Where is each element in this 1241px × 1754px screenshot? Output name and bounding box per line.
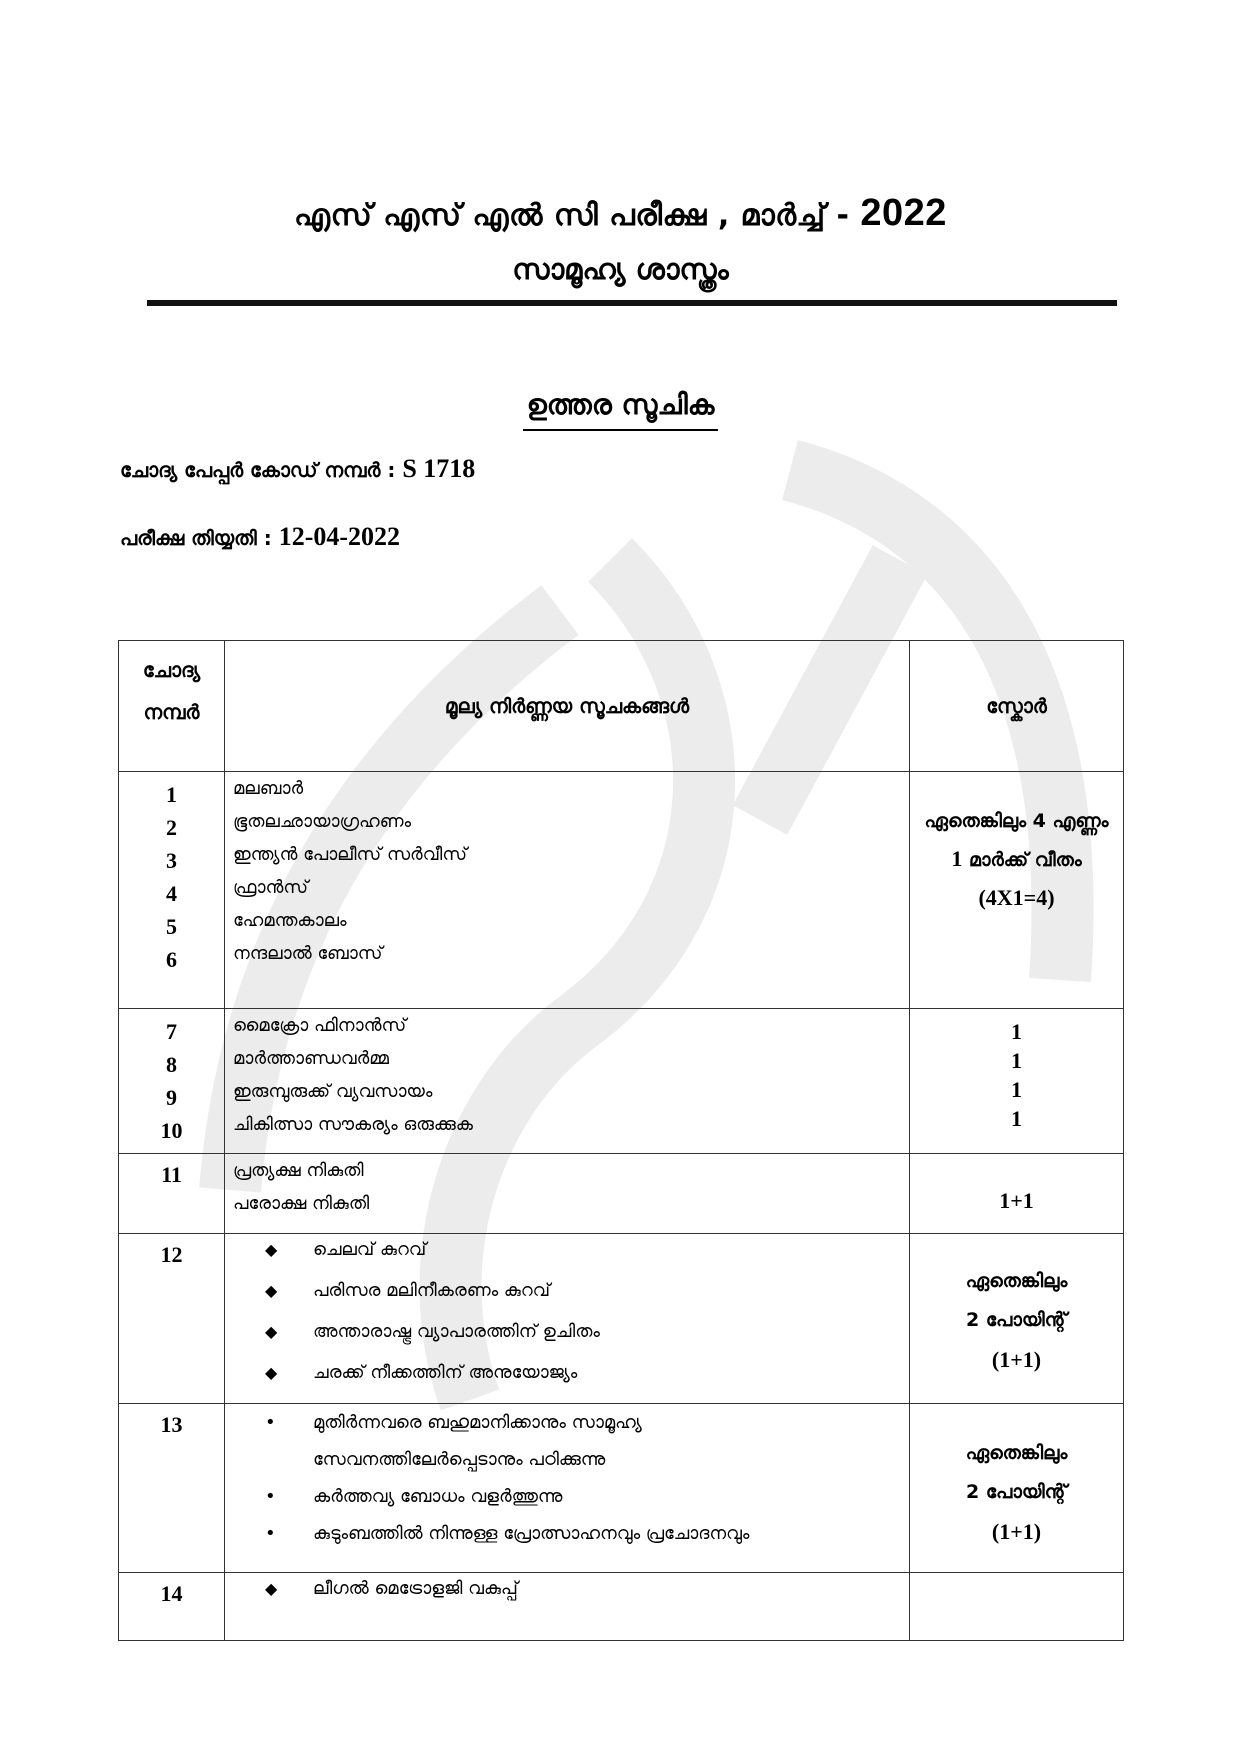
answer-key-heading [0,388,1241,422]
exam-year: 2022 [860,192,947,234]
score-value: 1+1 [999,1188,1034,1213]
score-value: 1 [1011,1048,1022,1073]
dot-bullet-icon: • [265,1486,276,1507]
header-divider [147,300,1117,306]
answer-text: ഫ്രാൻസ് [233,877,309,898]
header-score: സ്കോർ [910,641,1124,772]
answer-text: ഇരുമ്പുരുക്ക് വ്യവസായം [233,1081,433,1102]
list-item: ◆ ചരക്ക് നീക്കത്തിന് അനുയോജ്യം [265,1357,909,1398]
answer-text: ചികിത്സാ സൗകര്യം ഒരുക്കുക [233,1114,473,1135]
question-number: 8 [166,1052,177,1077]
paper-code-value: S 1718 [402,454,476,483]
diamond-bullet-icon: ◆ [265,1579,278,1598]
score-line: ഏതെങ്കിലും 4 എണ്ണം [924,810,1109,832]
answer-key-heading-text: ഉത്തര സൂചിക [523,388,719,431]
point-list [225,1404,909,1552]
header-indicators: മൂല്യ നിർണ്ണയ സൂചകങ്ങൾ [225,641,910,772]
question-number: 12 [160,1242,183,1267]
table-row [119,1573,1124,1641]
diamond-bullet-icon: ◆ [265,1281,278,1300]
exam-title-text: എസ് എസ് എൽ സി പരീക്ഷ , മാർച്ച് - [294,198,850,233]
score-cell [910,1234,1124,1404]
score-value: 1 [951,846,963,871]
question-number: 5 [166,914,177,939]
dot-bullet-icon: • [265,1412,276,1433]
score-line: ഏതെങ്കിലും [965,1270,1068,1292]
question-number: 3 [166,848,177,873]
list-item: ◆ അന്താരാഷ്ട്ര വ്യാപാരത്തിന് ഉചിതം [265,1316,909,1357]
answer-text: പരോക്ഷ നികുതി [233,1193,370,1214]
question-number: 7 [166,1019,177,1044]
header-qno-line2: നമ്പർ [143,700,200,724]
subject-title: സാമൂഹ്യ ശാസ്ത്രം [512,252,729,286]
exam-date-value: 12-04-2022 [278,522,401,551]
list-item: ◆ ചെലവ് കുറവ് [265,1234,909,1275]
question-number: 14 [160,1581,183,1606]
diamond-bullet-icon: ◆ [265,1363,278,1382]
exam-title [0,192,1241,235]
list-item: • കർത്തവ്യ ബോധം വളർത്തുന്നു [265,1478,909,1515]
question-number: 1 [166,782,177,807]
score-value: 1 [1011,1077,1022,1102]
answer-text: ഹേമന്തകാലം [233,910,347,931]
diamond-bullet-icon: ◆ [265,1322,278,1341]
question-number: 13 [160,1412,183,1437]
score-cell [910,1573,1124,1641]
score-formula: (1+1) [991,1347,1042,1372]
question-number: 10 [160,1118,183,1143]
score-line: മാർക്ക് വീതം [968,849,1082,871]
table-row [119,772,1124,1009]
paper-code-label: ചോദ്യ പേപ്പർ കോഡ് നമ്പർ : [120,458,396,482]
exam-date-label: പരീക്ഷ തിയ്യതി : [120,526,272,550]
score-cell [910,1009,1124,1154]
table-header-row [119,641,1124,772]
paper-code [120,454,475,484]
answer-key-table [118,640,1124,1641]
table-row [119,1009,1124,1154]
score-cell [910,1154,1124,1234]
score-cell [910,1404,1124,1573]
score-line: 2 പോയിന്റ് [966,1309,1067,1331]
answer-text: പ്രത്യക്ഷ നികുതി [233,1160,364,1181]
score-formula: (1+1) [991,1519,1042,1544]
question-number: 2 [166,815,177,840]
dot-bullet-icon: • [265,1523,276,1544]
table-row [119,1404,1124,1573]
table-row [119,1234,1124,1404]
list-item: ◆ പരിസര മലിനീകരണം കുറവ് [265,1275,909,1316]
exam-date [120,522,400,552]
question-number: 4 [166,881,177,906]
score-line: 2 പോയിന്റ് [966,1481,1067,1503]
score-value: 1 [1011,1106,1022,1131]
answer-text: മലബാർ [233,778,304,799]
list-item: • കുടുംബത്തിൽ നിന്നുള്ള പ്രോത്സാഹനവും പ്രചോദനവും [265,1515,909,1552]
answer-text: മൈക്രോ ഫിനാൻസ് [233,1015,407,1036]
score-formula: (4X1=4) [978,885,1055,910]
table-row [119,1154,1124,1234]
question-number: 11 [161,1162,182,1187]
list-item: ◆ ലീഗൽ മെട്രോളജി വകുപ്പ് [265,1573,909,1614]
answer-text: മാർത്താണ്ഡവർമ്മ [233,1048,389,1069]
score-value: 1 [1011,1019,1022,1044]
question-number: 6 [166,947,177,972]
score-cell [910,772,1124,1009]
answer-text: ഇന്ത്യൻ പോലീസ് സർവീസ് [233,844,468,865]
header-qno-line1: ചോദ്യ [142,658,201,682]
score-line: ഏതെങ്കിലും [965,1442,1068,1464]
diamond-bullet-icon: ◆ [265,1240,278,1259]
answer-text: നന്ദലാൽ ബോസ് [233,943,383,964]
header-question-number [119,641,225,772]
point-list [225,1573,909,1614]
answer-text: ഭൂതലഛായാഗ്രഹണം [233,811,412,832]
list-item: • മുതിർന്നവരെ ബഹുമാനിക്കാനും സാമൂഹ്യ സേവനത്തിലേർപ്പെടാനും പഠിക്കുന്നു [265,1404,909,1478]
question-number: 9 [166,1085,177,1110]
point-list [225,1234,909,1398]
